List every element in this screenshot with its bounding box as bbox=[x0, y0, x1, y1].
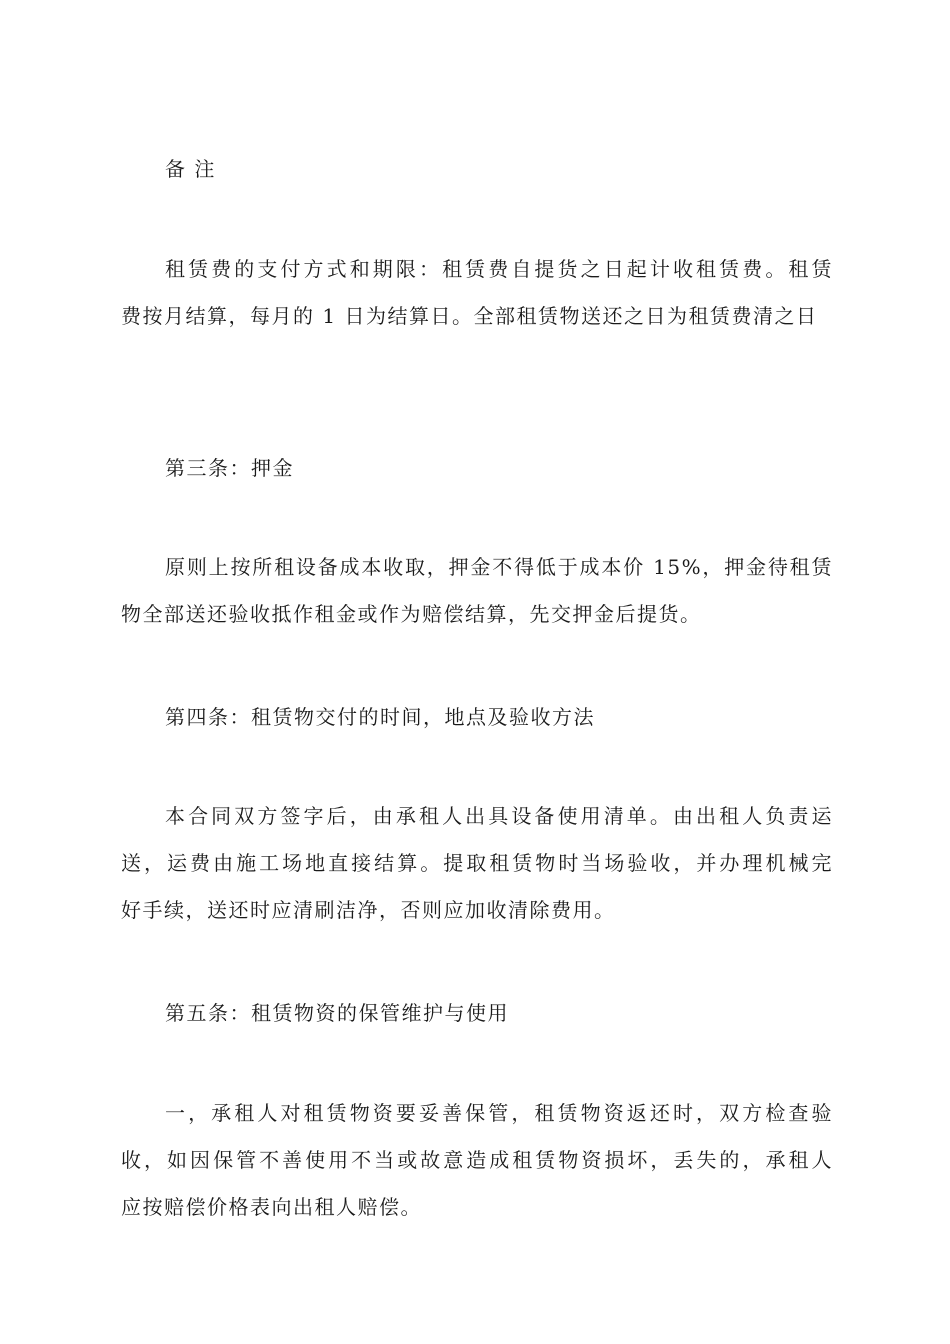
article4-paragraph bbox=[121, 793, 833, 934]
paragraph-line: 一，承租人对租赁物资要妥善保管，租赁物资返还时，双方检查验 bbox=[165, 1101, 833, 1125]
paragraph-line: 送，运费由施工场地直接结算。提取租赁物时当场验收，并办理机械完 bbox=[121, 851, 833, 875]
article4-heading bbox=[121, 694, 877, 741]
paragraph-line: 物全部送还验收抵作租金或作为赔偿结算，先交押金后提货。 bbox=[121, 602, 702, 626]
paragraph-line: 好手续，送还时应清刷洁净，否则应加收清除费用。 bbox=[121, 898, 616, 922]
payment-paragraph bbox=[121, 246, 833, 340]
article4-heading-text: 第四条：租赁物交付的时间，地点及验收方法 bbox=[165, 705, 595, 729]
article5-paragraph bbox=[121, 1090, 833, 1231]
article3-heading-text: 第三条：押金 bbox=[165, 456, 294, 480]
paragraph-line: 收，如因保管不善使用不当或故意造成租赁物资损坏，丢失的，承租人 bbox=[121, 1148, 833, 1172]
remarks-heading bbox=[121, 146, 877, 193]
article5-heading-text: 第五条：租赁物资的保管维护与使用 bbox=[165, 1001, 509, 1025]
paragraph-line: 费按月结算，每月的 1 日为结算日。全部租赁物送还之日为租赁费清之日 bbox=[121, 304, 818, 328]
paragraph-line: 租赁费的支付方式和期限：租赁费自提货之日起计收租赁费。租赁 bbox=[165, 257, 833, 281]
paragraph-line: 本合同双方签字后，由承租人出具设备使用清单。由出租人负责运 bbox=[165, 804, 833, 828]
article5-heading bbox=[121, 990, 877, 1037]
article3-heading bbox=[121, 445, 877, 492]
article3-paragraph bbox=[121, 544, 833, 638]
paragraph-line: 原则上按所租设备成本收取，押金不得低于成本价 15%，押金待租赁 bbox=[165, 555, 833, 579]
paragraph-line: 应按赔偿价格表向出租人赔偿。 bbox=[121, 1195, 422, 1219]
remarks-heading-text: 备 注 bbox=[165, 157, 216, 181]
